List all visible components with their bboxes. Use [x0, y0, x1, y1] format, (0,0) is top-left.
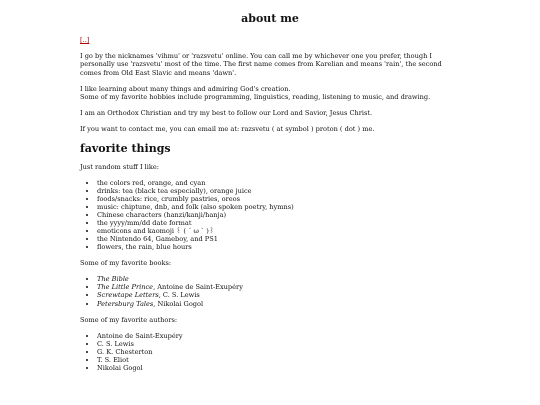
book-title: The Little Prince [97, 283, 154, 292]
favorite-things-heading: favorite things [80, 141, 171, 155]
book-title: Petersburg Tales [97, 299, 154, 308]
book-item [97, 283, 460, 291]
list-item: • emoticons and kaomoji ꒰ ( ´ ω ` )꒱ [97, 227, 460, 235]
books-list [80, 275, 460, 307]
list-item: • flowers, the rain, blue hours [97, 243, 460, 251]
book-author: , Nikolai Gogol [153, 299, 204, 308]
random-stuff-intro: Just random stuff I like: [80, 163, 159, 172]
page-title: about me [241, 12, 299, 25]
book-item [97, 275, 460, 283]
list-item: • the yyyy/mm/dd date format [97, 219, 460, 227]
list-item: • the colors red, orange, and cyan [97, 179, 460, 187]
intro-nicknames: I go by the nicknames 'vihmu' or 'razsvetu' online. You can call me by whichever one you prefer, though I personally use 'razsvetu' most of the time. The first name comes from Karelian and means 'rain', the second comes from Old East Slavic and means 'dawn'. [80, 52, 442, 77]
list-item: • Chinese characters (hanzi/kanji/hanja) [97, 211, 460, 219]
author-item: • G. K. Chesterton [97, 348, 460, 356]
random-stuff-list [80, 179, 460, 251]
authors-intro: Some of my favorite authors: [80, 315, 178, 324]
author-item: • T. S. Eliot [97, 356, 460, 364]
parent-link-row [80, 36, 460, 44]
intro-faith: I am an Orthodox Christian and try my best to follow our Lord and Savior, Jesus Christ. [80, 108, 373, 117]
author-item: • Antoine de Saint-Exupéry [97, 332, 460, 340]
list-item: • drinks: tea (black tea especially), orange juice [97, 187, 460, 195]
intro-contact: If you want to contact me, you can email me at: razsvetu ( at symbol ) proton ( dot ) me. [80, 124, 375, 133]
author-item: • C. S. Lewis [97, 340, 460, 348]
list-item: • music: chiptune, dnb, and folk (also spoken poetry, hymns) [97, 203, 460, 211]
author-item: • Nikolai Gogol [97, 364, 460, 372]
book-item [97, 291, 460, 299]
book-item [97, 300, 460, 308]
book-author: , Antoine de Saint-Exupéry [153, 283, 243, 292]
list-item: • the Nintendo 64, Gameboy, and PS1 [97, 235, 460, 243]
intro-interests [80, 85, 460, 101]
book-title: Screwtape Letters [97, 291, 159, 300]
book-author: , C. S. Lewis [158, 291, 200, 300]
book-title: The Bible [97, 275, 129, 284]
books-intro: Some of my favorite books: [80, 259, 172, 268]
parent-directory-link[interactable]: [..] [80, 36, 90, 45]
intro-learning: I like learning about many things and admiring God's creation. [80, 84, 291, 93]
intro-hobbies: Some of my favorite hobbies include programming, linguistics, reading, listening to music, and drawing. [80, 92, 431, 101]
authors-list [80, 332, 460, 372]
list-item: • foods/snacks: rice, crumbly pastries, oreos [97, 195, 460, 203]
